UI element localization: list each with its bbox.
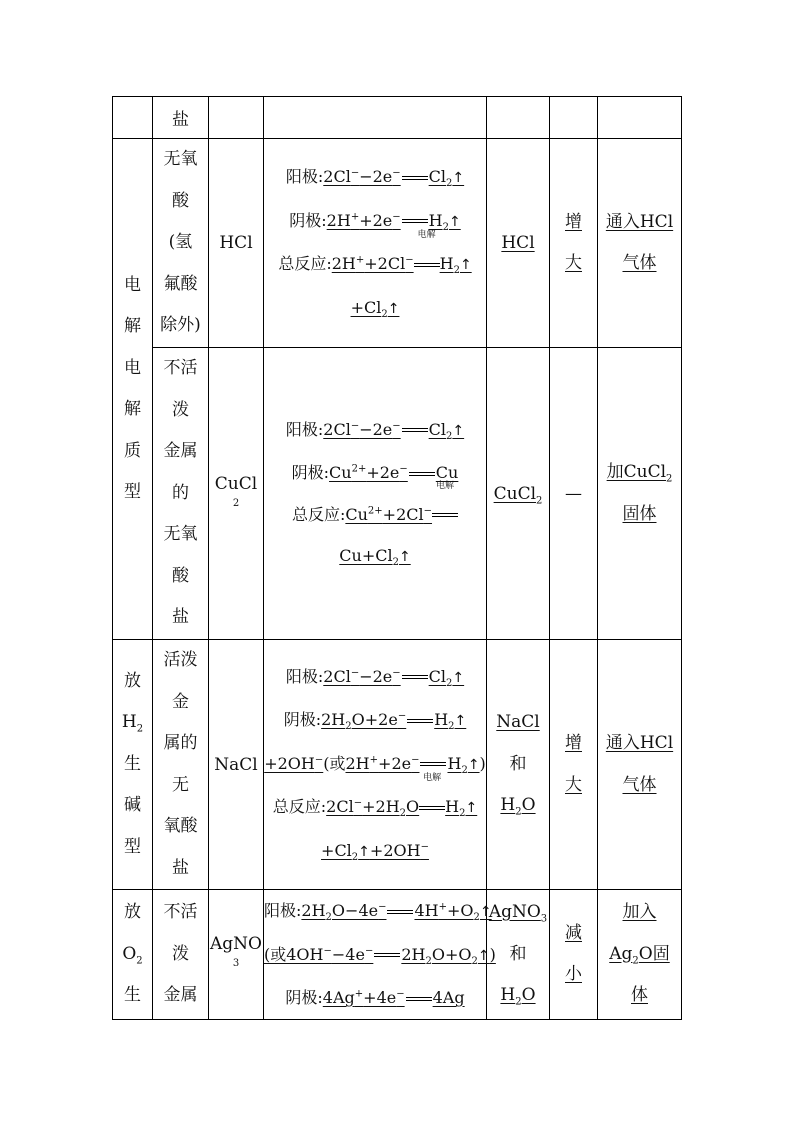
method-cell: 加CuCl$_2$ 固体 — [598, 348, 682, 640]
restore-cell: HCl — [487, 139, 550, 348]
example-cell — [209, 97, 264, 139]
anode-equation: 阳极:2Cl−−2e− $Cl_2↑$ — [285, 419, 465, 442]
electrolysis-table — [112, 96, 682, 1020]
anode-equation: 阳极:2Cl−−2e− $Cl_2↑$ — [285, 167, 465, 190]
restore-cell: CuCl$_2$ — [487, 348, 550, 640]
method-cell: 通入HCl 气体 — [598, 640, 682, 890]
type-cell: 放 $H_2$ 生 碱 型 — [113, 640, 153, 890]
ph-cell: 减 小 — [550, 890, 598, 1020]
table-row — [113, 890, 682, 1020]
method-cell — [598, 97, 682, 139]
equation-cell: 阳极$:2H_2O-4e^-$ $4H^++O_2↑$ (或4OH−−4e− $2H_2O+O_2↑$) 阴极:4Ag++4e− 4Ag — [264, 890, 487, 1020]
method-cell: 加入 $Ag_2O$固 体 — [598, 890, 682, 1020]
electrolyte-cell: 不活 泼 金属 的 无氧 酸 盐 — [153, 348, 209, 640]
restore-cell: NaCl 和 $H_2O$ — [487, 640, 550, 890]
ph-cell — [550, 97, 598, 139]
table-row — [113, 348, 682, 640]
type-cell — [113, 97, 153, 139]
cathode-equation: 阴极:2H++2e− $H_2↑$ — [289, 210, 461, 233]
total-equation: 总反应$:Cu^{2+}+2Cl^-$ 电解 — [264, 494, 486, 536]
restore-cell — [487, 97, 550, 139]
total-equation: 总反应:2H++2Cl− 电解 $H_2↑$ — [278, 230, 472, 277]
ph-cell: 增 大 — [550, 640, 598, 890]
ph-cell: 增 大 — [550, 139, 598, 348]
electrolyte-cell: 活泼 金 属的 无 氧酸 盐 — [153, 640, 209, 890]
equation-cell: 阳极:2Cl−−2e− $Cl_2↑$ 阴极:2H++2e− $H_2↑$ 总反应:2H++2Cl− 电解 $H_2↑$ $+Cl_2↑$ — [264, 139, 487, 348]
example-cell: HCl — [209, 139, 264, 348]
example-cell: AgNO 3 — [209, 890, 264, 1020]
cathode-equation: 阴极:4Ag++4e− 4Ag — [285, 988, 465, 1007]
ph-cell: — — [550, 348, 598, 640]
total-equation: 总反应$:2Cl^-+2H_2O$ 电解 $H_2↑$ — [272, 773, 478, 820]
method-cell: 通入HCl 气体 — [598, 139, 682, 348]
type-cell: 放 $O_2$ 生 — [113, 890, 153, 1020]
type-cell: 电 解 电 解 质 型 — [113, 139, 153, 640]
restore-cell: AgNO$_3$ 和 $H_2O$ — [487, 890, 550, 1020]
cathode-equation: 阴极$:2H_2O+2e^-$ $H_2↑$ — [283, 710, 467, 733]
anode-equation: 阳极$:2H_2O-4e^-$ $4H^++O_2↑$ — [264, 901, 492, 924]
electrolyte-cell: 不活 泼 金属 — [153, 890, 209, 1020]
equation-cell: 阳极:2Cl−−2e− $Cl_2↑$ 阴极$:Cu^{2+}+2e^-$ Cu 总反应$:Cu^{2+}+2Cl^-$ 电解 $Cu+Cl_2↑$ — [264, 348, 487, 640]
equation-cell — [264, 97, 487, 139]
anode-equation: 阳极:2Cl−−2e− $Cl_2↑$ — [285, 666, 465, 689]
table-row — [113, 139, 682, 348]
equation-cell: 阳极:2Cl−−2e− $Cl_2↑$ 阴极$:2H_2O+2e^-$ $H_2↑$ +2OH−(或2H++2e− $H_2↑$) 总反应$:2Cl^-+2H_2O$ 电解 $H_2↑$ $+Cl_2↑+2OH^-$ — [264, 640, 487, 890]
example-cell: CuCl 2 — [209, 348, 264, 640]
table-row — [113, 640, 682, 890]
cathode-equation: 阴极$:Cu^{2+}+2e^-$ Cu — [291, 463, 459, 482]
electrolyte-cell: 无氧 酸 (氢 氟酸 除外) — [153, 139, 209, 348]
example-cell: NaCl — [209, 640, 264, 890]
table-row — [113, 97, 682, 139]
electrolyte-cell: 盐 — [153, 97, 209, 139]
